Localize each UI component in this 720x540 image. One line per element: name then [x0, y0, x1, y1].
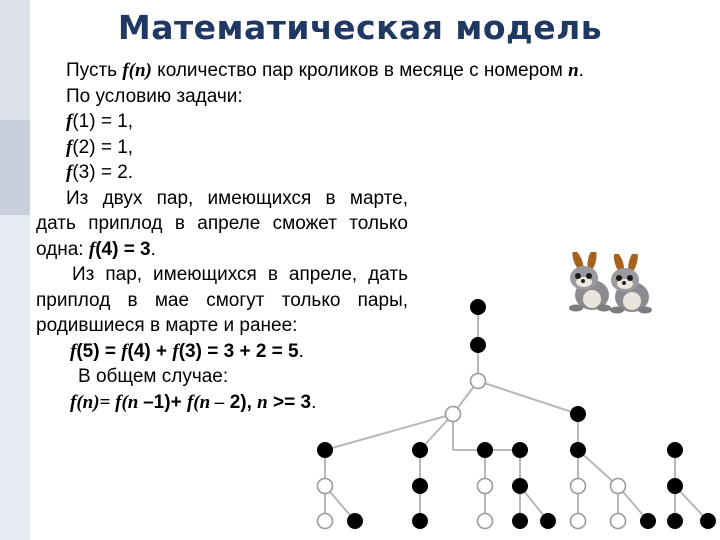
text-run: 2),: [224, 391, 258, 413]
text-run: –1)+: [143, 391, 187, 413]
text-run: .: [311, 391, 317, 413]
text-run: В общем случае:: [78, 366, 229, 387]
text-run: .: [150, 238, 156, 260]
adult-pair-node: [668, 443, 683, 458]
young-pair-node: [318, 479, 333, 494]
text-run: (4) +: [127, 340, 173, 362]
text-run: f: [70, 340, 77, 362]
text-run: >= 3: [267, 391, 312, 413]
text-run: дать приплод в апреле сможет только: [36, 213, 408, 234]
text-run: (4) = 3: [95, 238, 151, 260]
text-run: n: [257, 391, 268, 413]
text-run: приплод в мае смогут только пары,: [36, 289, 408, 311]
text-run: количество пар кроликов в месяце с номером: [151, 60, 569, 81]
text-run: (2) = 1,: [72, 136, 134, 158]
text-run: f: [66, 111, 73, 132]
adult-pair-node: [668, 514, 683, 529]
text-run: f(n –: [186, 391, 225, 413]
young-pair-node: [611, 479, 626, 494]
adult-pair-node: [541, 514, 556, 529]
text-run: Из двух пар, имеющихся в марте,: [66, 187, 408, 209]
young-pair-node: [478, 479, 493, 494]
text-run: f: [172, 340, 179, 362]
young-pair-node: [318, 514, 333, 529]
adult-pair-node: [348, 514, 363, 529]
text-run: f: [88, 238, 96, 260]
text-run: (3) = 3 + 2 = 5: [178, 340, 299, 362]
text-run: (3) = 2: [72, 162, 128, 183]
young-pair-node: [446, 407, 461, 422]
young-pair-node: [571, 514, 586, 529]
page-title: Математическая модель: [117, 8, 603, 47]
text-run: .: [298, 340, 304, 362]
adult-pair-node: [471, 338, 486, 353]
adult-pair-node: [513, 479, 528, 494]
text-run: .: [127, 162, 134, 183]
adult-pair-node: [513, 443, 528, 458]
young-pair-node: [478, 514, 493, 529]
text-run: родившиеся в марте и ранее:: [36, 315, 298, 336]
text-run: одна:: [36, 238, 89, 260]
adult-pair-node: [668, 479, 683, 494]
text-run: f(n)= f(n: [70, 391, 144, 413]
adult-pair-node: [513, 514, 528, 529]
text-run: Пусть: [66, 60, 123, 81]
young-pair-node: [571, 479, 586, 494]
adult-pair-node: [701, 514, 716, 529]
adult-pair-node: [641, 514, 656, 529]
text-run: (1) = 1,: [72, 111, 134, 132]
young-pair-node: [611, 514, 626, 529]
adult-pair-node: [413, 514, 428, 529]
text-run: Из пар, имеющихся в апреле, дать: [72, 264, 408, 285]
text-run: f: [66, 162, 73, 183]
text-run: f(n): [122, 60, 152, 81]
tree-edge: [325, 414, 453, 450]
adult-pair-node: [318, 443, 333, 458]
adult-pair-node: [413, 479, 428, 494]
text-run: f: [66, 136, 73, 158]
text-run: .: [578, 60, 584, 81]
text-run: По условию задачи:: [66, 85, 243, 107]
text-run: f: [121, 340, 128, 362]
adult-pair-node: [571, 407, 586, 422]
tree-edge: [478, 381, 578, 414]
adult-pair-node: [471, 300, 486, 315]
adult-pair-node: [571, 443, 586, 458]
adult-pair-node: [413, 443, 428, 458]
text-run: (5) =: [76, 340, 122, 362]
young-pair-node: [471, 374, 486, 389]
text-run: n: [568, 60, 579, 81]
adult-pair-node: [478, 443, 493, 458]
